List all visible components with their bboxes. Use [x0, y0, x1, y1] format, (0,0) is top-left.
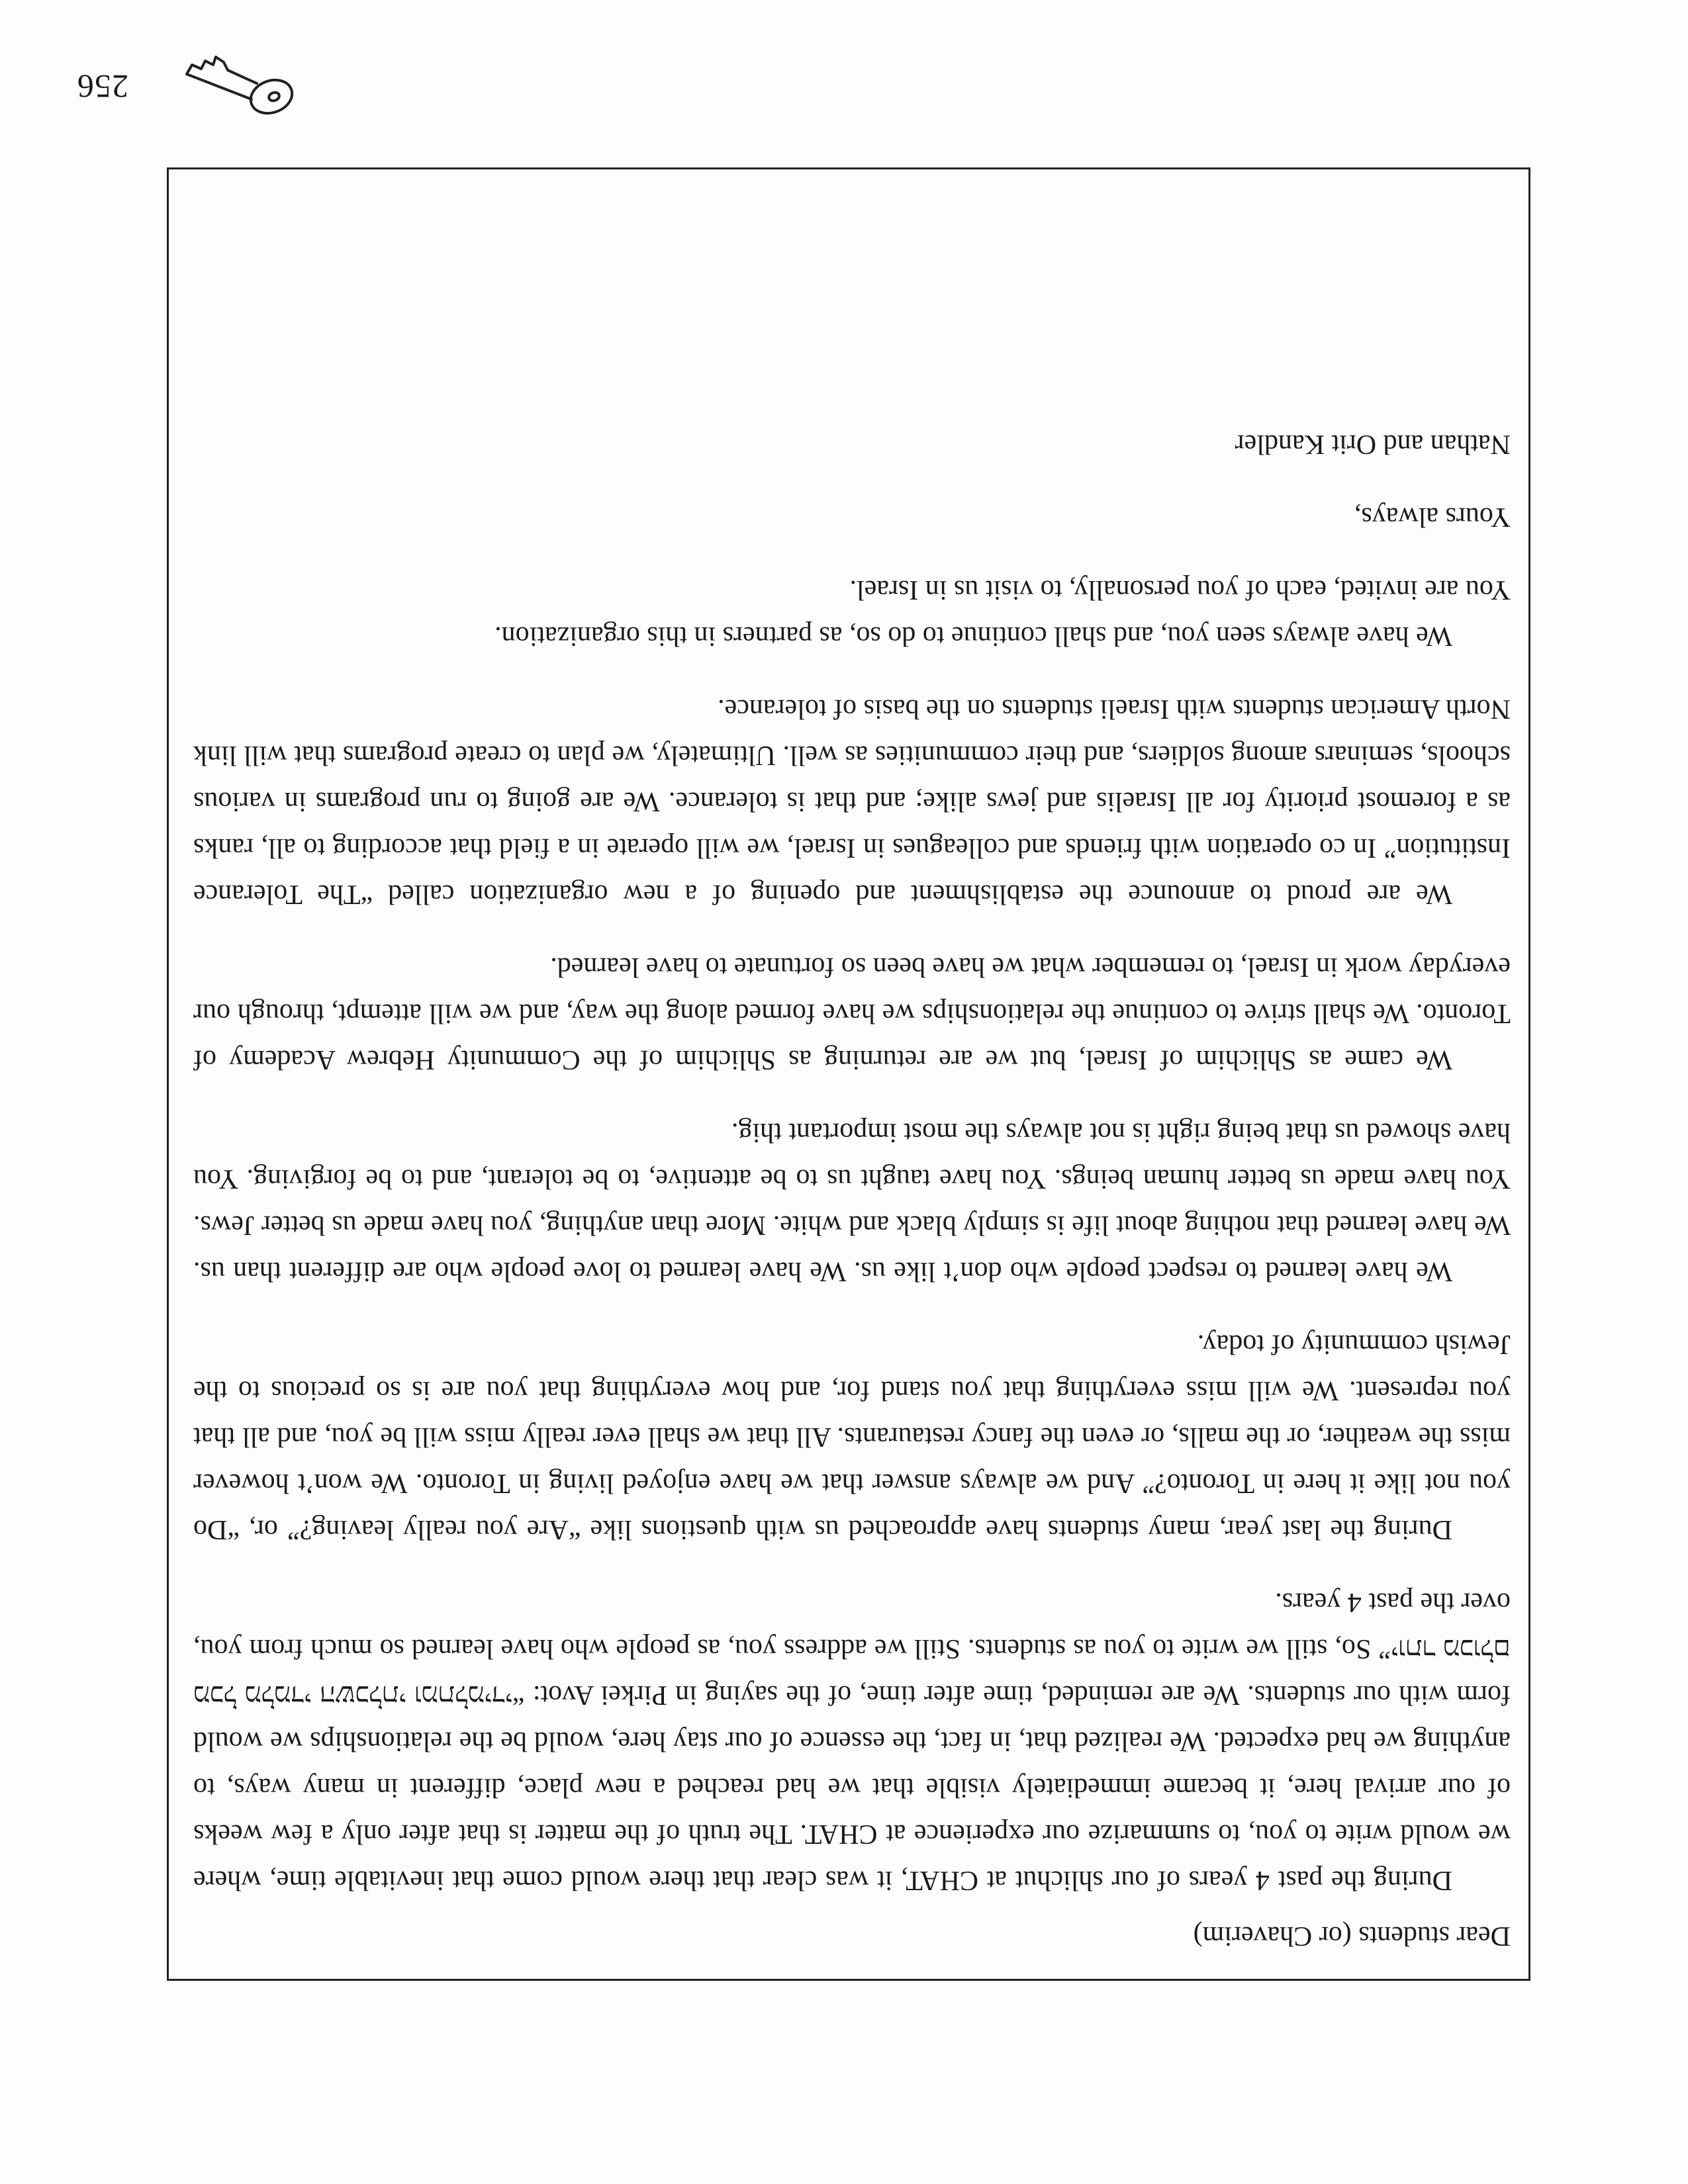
closing-line: Yours always, — [1354, 502, 1511, 532]
page-number: 256 — [77, 68, 128, 105]
letter-paragraph-5: We are proud to announce the establishment and opening of a new organization called “The Tolerance Institution” In co operation with friends and colleagues in Israel, we will operate in a field that according to all, ranks as a foremost priority for all Israelis and jews alike; and that is tolerance. We are going to run programs in various schools, seminars among soldiers, and their communities as well. Ultimately, we plan to create programs that will link North American students with Israeli students on the basis of tolerance. — [193, 694, 1511, 909]
key-icon — [172, 50, 298, 126]
letter-paragraph-3: We have learned to respect people who don’t like us. We have learned to love people who are different than us. We have learned that nothing about life is simply black and white. More than anything, you have made us better Jews. You have made us better human beings. You have taught us to be attentive, to be tolerant, and to be forgiving. You have showed us that being right is not always the most important thig. — [193, 1117, 1511, 1287]
letter-body — [193, 421, 1511, 1959]
letter-paragraph-6: We have always seen you, and shall continue to do so, as partners in this organization. — [494, 621, 1452, 651]
invitation-line: You are invited, each of you personally, to visit us in Israel. — [849, 574, 1511, 605]
letter-paragraph-2: During the last year, many students have approached us with questions like “Are you really leaving?” or, “Do you not like it here in Toronto?” And we always answer that we have enjoyed living in Toronto. We won’t however miss the weather, or the malls, or even the fancy restaurants. All that we shall ever really miss will be you, and all that you represent. We will miss everything that you stand for, and how everything that you are is so precious to the Jewish community of today. — [193, 1329, 1511, 1545]
letter-paragraph-1: During the past 4 years of our shlichut at CHAT, it was clear that there would come that inevitable time, where we would write to you, to summarize our experience at CHAT. The truth of the matter is that after only a few weeks of our arrival here, it became immediately visible that we had reached a new place, different in many ways, to anything we had expected. We realized that, in fact, the essence of our stay here, would be the relationships we would form with our students. We are reminded, time after time, of the saying in Pirkei Avot: “מכל מלמדי השכלתי ומתלמידי יותר מכולם” So, still we write to you as students. Still we address you, as people who have learned so much from you, over the past 4 years. — [193, 1587, 1511, 1895]
letter-paragraph-4: We came as Shlichim of Israel, but we are returning as Shlichim of the Community Hebrew Academy of Toronto. We shall strive to continue the relationships we have formed along the way, and we will attempt, through our everyday work in Israel, to remember what we have been so fortunate to have learned. — [193, 952, 1511, 1075]
salutation: Dear students (or Chaverim) — [1193, 1921, 1511, 1951]
signature: Nathan and Orit Kandler — [1235, 429, 1511, 459]
